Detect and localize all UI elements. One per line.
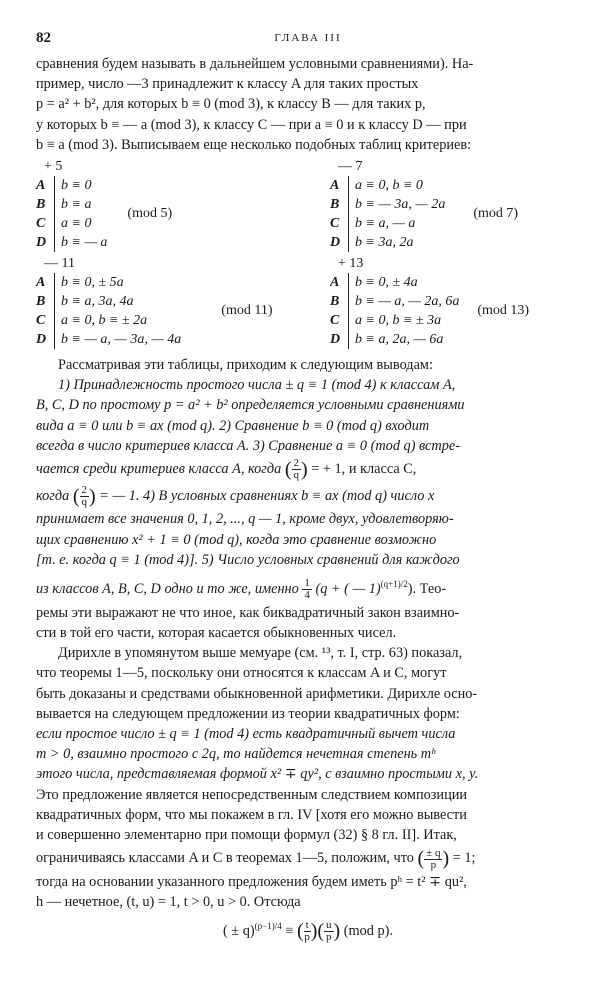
- fraction: $\frac{t}{p}$: [304, 919, 310, 944]
- table-row: C a ≡ 0, b ≡ ± 2a: [36, 313, 148, 329]
- fraction: $\frac{\pm q}{p}$: [426, 846, 441, 871]
- text-line: этого числа, представляемая формой x² ∓ qy², с взаимно простыми x, y.: [36, 766, 479, 783]
- table-row: A b ≡ 0: [36, 178, 92, 194]
- table-row: D b ≡ 3a, 2a: [330, 235, 414, 251]
- paragraph-1: [36, 54, 580, 155]
- table-head: — 11: [44, 256, 75, 272]
- table-modulus: (mod 5): [127, 205, 173, 221]
- fraction: $\frac{u}{p}$: [326, 919, 332, 944]
- table-modulus: (mod 11): [221, 302, 273, 318]
- table-row: A b ≡ 0, ± 5a: [36, 275, 124, 291]
- text-line: Рассматривая эти таблицы, приходим к следующим выводам:: [58, 357, 433, 374]
- text-line: и совершенно элементарно при помощи формул (32) § 8 гл. II]. Итак,: [36, 827, 457, 844]
- text-line: Дирихле в упомянутом выше мемуаре (см. ¹³, т. I, стр. 63) показал,: [58, 645, 463, 662]
- text-line: если простое число ± q ≡ 1 (mod 4) есть квадратичный вычет числа: [36, 726, 456, 743]
- table-mod11: [36, 254, 306, 349]
- text-line: сти в той его части, которая касается обыкновенных чисел.: [36, 625, 397, 642]
- table-row: A b ≡ 0, ± 4a: [330, 275, 418, 291]
- table-row: C b ≡ a, — a: [330, 216, 416, 232]
- page-number: 82: [36, 30, 51, 46]
- text-line: сравнения будем называть в дальнейшем условными сравнениями). На-: [36, 56, 474, 72]
- table-modulus: (mod 7): [473, 205, 519, 221]
- text-line: h — нечетное, (t, u) = 1, t > 0, u > 0. Отсюда: [36, 894, 301, 911]
- text-line: всегда в число критериев класса A. 3) Сравнение a ≡ 0 (mod q) встре-: [36, 437, 460, 454]
- text-line: быть доказаны и средствами обыкновенной арифметики. Дирихле осно-: [36, 685, 478, 702]
- fraction: $\frac{2}{q}$: [293, 457, 299, 482]
- text-line: квадратичных форм, что мы покажем в гл. IV [хотя его можно вывести: [36, 806, 467, 823]
- text-line: принимает все значения 0, 1, 2, ..., q — 1, кроме двух, удовлетворяю-: [36, 511, 454, 528]
- text-line: ограничиваясь классами A и C в теоремах 1—5, положим, что ( $\frac{\pm q}{p}$ ) = 1;: [36, 846, 476, 871]
- paragraph-2: [36, 355, 580, 643]
- table-mod5: [36, 157, 306, 252]
- table-row: D b ≡ a, 2a, — 6a: [330, 332, 444, 348]
- fraction: $\frac{2}{q}$: [81, 483, 87, 508]
- text-line: b ≡ a (mod 3). Выписываем еще несколько подобных таблиц критериев:: [36, 136, 472, 153]
- table-modulus: (mod 13): [477, 302, 530, 318]
- text-line: из классов A, B, C, D одно и то же, именно $\frac{1}{4}$ (q + ( — 1)$^{(q+1)/2}$). Тео-: [36, 577, 447, 602]
- table-row-pair: [36, 254, 580, 349]
- table-head: — 7: [338, 159, 363, 175]
- table-row: A a ≡ 0, b ≡ 0: [330, 178, 423, 194]
- text-line: B, C, D по простому p = a² + b² определяется условными сравнениями: [36, 397, 465, 414]
- text-line: щих сравнению x² + 1 ≡ 0 (mod q), когда это сравнение возможно: [36, 531, 437, 548]
- table-row: D b ≡ — a, — 3a, — 4a: [36, 332, 182, 348]
- display-formula: ( ± q)$^{(p-1)/4}$ ≡ ( $\frac{t}{p}$ )( $\frac{u}{p}$ ) (mod p).: [222, 919, 394, 944]
- page-header: [36, 30, 580, 54]
- chapter-title: ГЛАВА III: [274, 32, 342, 44]
- page: [36, 30, 580, 943]
- table-mod7: [330, 157, 580, 252]
- table-row: C a ≡ 0: [36, 216, 92, 232]
- text-line: когда ( $\frac{2}{q}$ ) = — 1. 4) В условных сравнениях b ≡ ax (mod q) число x: [36, 483, 435, 508]
- table-mod13: [330, 254, 580, 349]
- text-line: p = a² + b², для которых b ≡ 0 (mod 3), к классу B — для таких p,: [36, 96, 426, 113]
- text-line: Это предложение является непосредственным следствием композиции: [36, 786, 468, 803]
- text-line: ремы эти выражают не что иное, как биквадратичный закон взаимно-: [36, 604, 460, 621]
- table-row: D b ≡ — a: [36, 235, 108, 251]
- text-line: вида a ≡ 0 или b ≡ ax (mod q). 2) Сравнение b ≡ 0 (mod q) входит: [36, 417, 430, 434]
- table-row: B b ≡ — a, — 2a, 6a: [330, 294, 460, 310]
- text-line: тогда на основании указанного предложения будем иметь pʰ = t² ∓ qu²,: [36, 874, 467, 890]
- paragraph-3: [36, 643, 580, 912]
- criteria-tables: [36, 157, 580, 349]
- table-row: B b ≡ a, 3a, 4a: [36, 294, 134, 310]
- table-row: B b ≡ a: [36, 197, 92, 213]
- text-line: m > 0, взаимно простого с 2q, то найдется нечетная степень mʰ: [36, 746, 436, 763]
- text-line: 1) Принадлежность простого числа ± q ≡ 1 (mod 4) к классам A,: [58, 377, 456, 394]
- fraction: $\frac{1}{4}$: [304, 577, 310, 602]
- text-line: вывается на следующем предложении из теории квадратичных форм:: [36, 705, 460, 722]
- text-line: у которых b ≡ — a (mod 3), к классу C — при a ≡ 0 и к классу D — при: [36, 116, 467, 133]
- text-line: чается среди критериев класса A, когда ( $\frac{2}{q}$ ) = + 1, и класса C,: [36, 457, 417, 482]
- text-line: пример, число —3 принадлежит к классу A для таких простых: [36, 76, 419, 93]
- table-head: + 13: [338, 256, 364, 272]
- text-line: что теоремы 1—5, поскольку они относятся к классам A и C, могут: [36, 665, 447, 682]
- text-line: [т. е. когда q ≡ 1 (mod 4)]. 5) Число условных сравнений для каждого: [36, 551, 460, 568]
- table-row: C a ≡ 0, b ≡ ± 3a: [330, 313, 442, 329]
- table-head: + 5: [44, 159, 63, 175]
- table-row: B b ≡ — 3a, — 2a: [330, 197, 446, 213]
- table-row-pair: [36, 157, 580, 252]
